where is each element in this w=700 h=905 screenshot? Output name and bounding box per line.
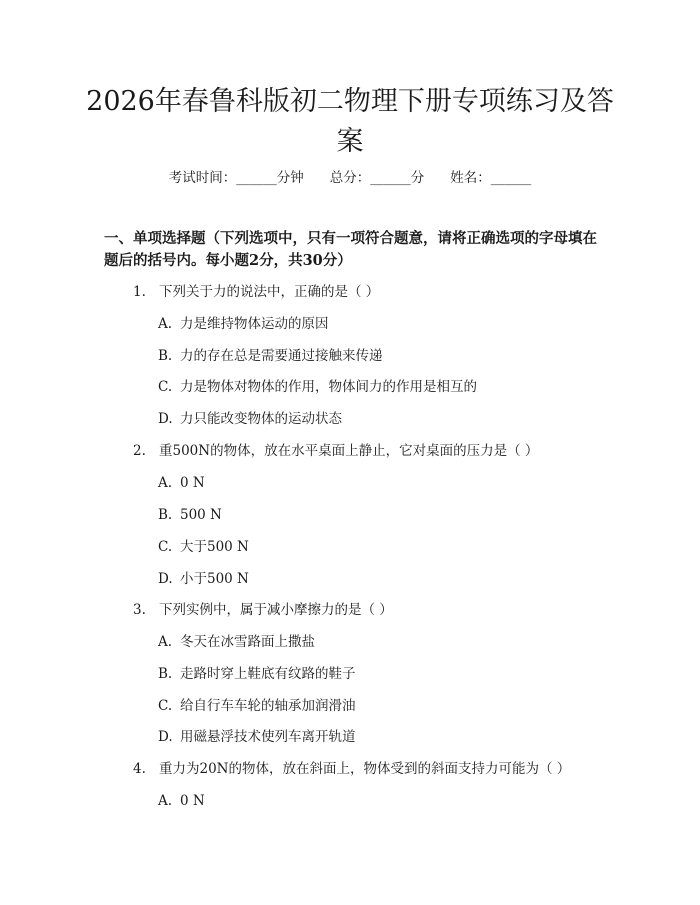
option-3d xyxy=(158,727,356,747)
question-text: 下列关于力的说法中，正确的是（ ） xyxy=(159,284,380,300)
option-letter: A. xyxy=(158,793,173,809)
question-text: 重力为20N的物体，放在斜面上，物体受到的斜面支持力可能为（ ） xyxy=(159,761,571,777)
option-letter: A. xyxy=(158,634,173,650)
option-letter: B. xyxy=(158,507,173,523)
question-2 xyxy=(133,441,538,461)
option-letter: A. xyxy=(158,316,173,332)
option-text: 小于500 N xyxy=(180,571,249,587)
option-3a xyxy=(158,632,315,652)
option-letter: D. xyxy=(158,729,173,745)
option-2a xyxy=(158,473,205,493)
option-text: 力是物体对物体的作用，物体间力的作用是相互的 xyxy=(180,379,477,395)
option-text: 力的存在总是需要通过接触来传递 xyxy=(180,348,383,364)
option-letter: A. xyxy=(158,475,173,491)
option-letter: C. xyxy=(158,698,173,714)
question-4 xyxy=(133,759,570,779)
option-text: 冬天在冰雪路面上撒盐 xyxy=(180,634,315,650)
option-text: 给自行车车轮的轴承加润滑油 xyxy=(180,698,356,714)
question-number: 3. xyxy=(133,602,146,618)
option-2b xyxy=(158,505,222,525)
option-text: 用磁悬浮技术使列车离开轨道 xyxy=(180,729,356,745)
option-letter: C. xyxy=(158,539,173,555)
option-4a xyxy=(158,791,205,811)
option-3c xyxy=(158,696,356,716)
question-number: 4. xyxy=(133,761,146,777)
option-1c xyxy=(158,377,477,397)
document-title: 2026年春鲁科版初二物理下册专项练习及答案 xyxy=(86,86,614,157)
option-text: 力只能改变物体的运动状态 xyxy=(180,411,342,427)
option-3b xyxy=(158,664,356,684)
option-2d xyxy=(158,569,249,589)
option-text: 500 N xyxy=(180,507,222,523)
section-heading: 一、单项选择题（下列选项中，只有一项符合题意，请将正确选项的字母填在题后的括号内。每小题2分，共30分） xyxy=(104,230,597,269)
total-score-field: 总分：______分 xyxy=(329,170,425,186)
question-text: 重500N的物体，放在水平桌面上静止，它对桌面的压力是（ ） xyxy=(159,443,539,459)
option-letter: C. xyxy=(158,379,173,395)
question-number: 1. xyxy=(133,284,146,300)
question-text: 下列实例中，属于减小摩擦力的是（ ） xyxy=(159,602,393,618)
option-letter: D. xyxy=(158,411,173,427)
option-text: 0 N xyxy=(180,793,205,809)
option-2c xyxy=(158,537,249,557)
question-3 xyxy=(133,600,393,620)
exam-time-field: 考试时间：______分钟 xyxy=(168,170,304,186)
option-1b xyxy=(158,346,383,366)
option-text: 0 N xyxy=(180,475,205,491)
option-text: 大于500 N xyxy=(180,539,249,555)
option-text: 力是维持物体运动的原因 xyxy=(180,316,329,332)
option-letter: B. xyxy=(158,666,173,682)
option-letter: D. xyxy=(158,571,173,587)
student-name-field: 姓名：______ xyxy=(450,170,532,186)
option-text: 走路时穿上鞋底有纹路的鞋子 xyxy=(180,666,356,682)
option-1a xyxy=(158,314,329,334)
question-1 xyxy=(133,282,379,302)
question-number: 2. xyxy=(133,443,146,459)
exam-info-line xyxy=(0,168,700,188)
option-letter: B. xyxy=(158,348,173,364)
option-1d xyxy=(158,409,342,429)
